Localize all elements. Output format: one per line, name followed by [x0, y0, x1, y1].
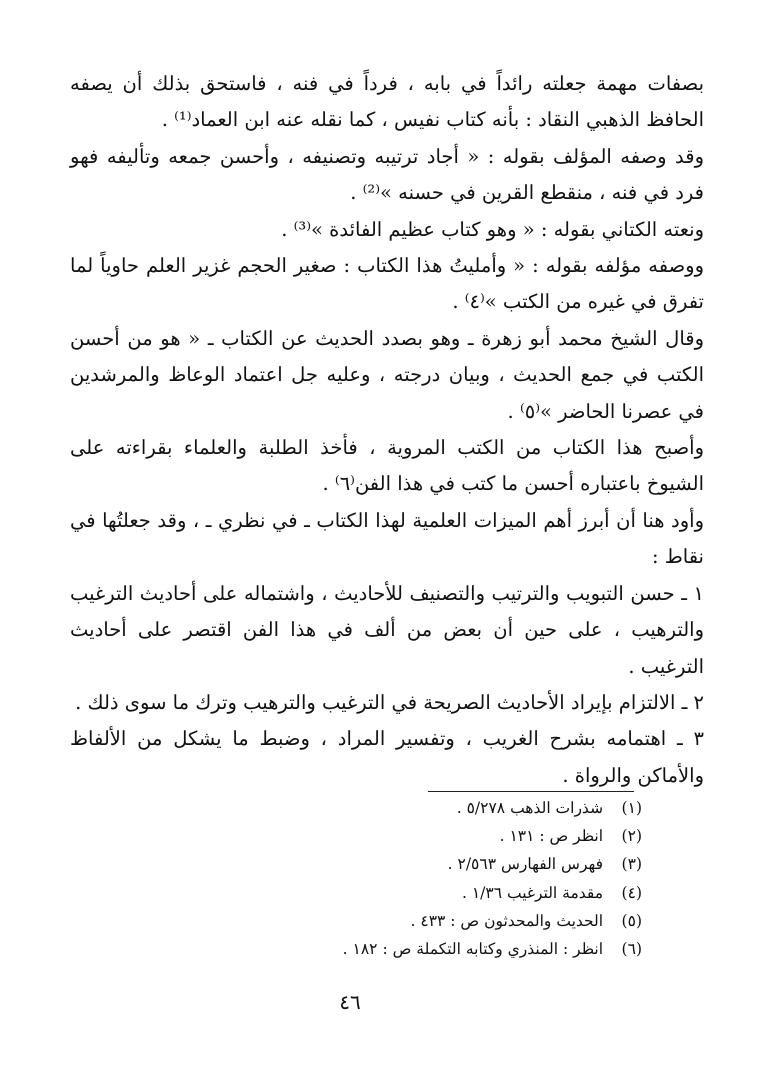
- footnote-text: فهرس الفهارس ٢/٥٦٣ .: [447, 855, 604, 874]
- footnote-number: (٣): [621, 855, 642, 874]
- footnote-text: شذرات الذهب ٥/٢٧٨ .: [456, 799, 604, 817]
- footnote: [120, 822, 642, 850]
- footnote-number: (٢): [621, 827, 642, 846]
- footnote-text: مقدمة الترغيب ١/٣٦ .: [461, 883, 604, 902]
- list-item: ١ ـ حسن التبويب والترتيب والتصنيف للأحاديث ، واشتماله على أحاديث الترغيب والترهيب ، على حين أن بعض من ألف في هذا الفن اقتصر على أحاديث الترغيب .: [70, 581, 704, 678]
- paragraph: وقد وصفه المؤلف بقوله : « أجاد ترتيبه وتصنيفه ، وأحسن جمعه وتأليفه فهو فرد في فنه ، منقطع القرين في حسنه »⁽²⁾ .: [70, 144, 704, 205]
- paragraph: ونعته الكتاني بقوله : « وهو كتاب عظيم الفائدة »⁽³⁾ .: [281, 217, 704, 241]
- main-text: [70, 66, 704, 794]
- paragraph: وأود هنا أن أبرز أهم الميزات العلمية لهذا الكتاب ـ في نظري ـ ، وقد جعلتُها في نقاط :: [70, 508, 704, 569]
- paragraph: ووصفه مؤلفه بقوله : « وأمليتُ هذا الكتاب : صغير الحجم غزير العلم حاوياً لما تفرق في غيره من الكتب »⁽٤⁾ .: [70, 254, 704, 314]
- footnote: [120, 794, 642, 822]
- footnote: [120, 850, 642, 878]
- footnote: [120, 907, 642, 935]
- footnote-number: (٤): [621, 883, 642, 902]
- footnote-number: (٥): [621, 911, 642, 930]
- footnote-text: انظر : المنذري وكتابه التكملة ص : ١٨٢ .: [342, 940, 604, 959]
- footnotes: [120, 794, 642, 963]
- footnote: [120, 935, 642, 963]
- footnote-number: (١): [621, 799, 642, 817]
- paragraph: وأصبح هذا الكتاب من الكتب المروية ، فأخذ الطلبة والعلماء بقراءته على الشيوخ باعتباره أحسن ما كتب في هذا الفن⁽٦⁾ .: [70, 436, 704, 496]
- footnote-number: (٦): [621, 940, 642, 959]
- paragraph: بصفات مهمة جعلته رائداً في بابه ، فرداً في فنه ، فاستحق بذلك أن يصفه الحافظ الذهبي النقاد : بأنه كتاب نفيس ، كما نقله عنه ابن العماد⁽¹⁾ .: [70, 72, 704, 132]
- list-item: ٣ ـ اهتمامه بشرح الغريب ، وتفسير المراد ، وضبط ما يشكل من الألفاظ والأماكن والرواة .: [70, 727, 704, 787]
- list-item: ٢ ـ الالتزام بإيراد الأحاديث الصريحة في الترغيب والترهيب وترك ما سوى ذلك .: [75, 690, 704, 714]
- page-number: ٤٦: [339, 990, 361, 1014]
- paragraph: وقال الشيخ محمد أبو زهرة ـ وهو بصدد الحديث عن الكتاب ـ « هو من أحسن الكتب في جمع الحديث ، وبيان درجته ، وعليه جل اعتماد الوعاظ والمرشدين في عصرنا الحاضر »⁽٥⁾ .: [70, 326, 704, 423]
- footnote-text: الحديث والمحدثون ص : ٤٣٣ .: [410, 911, 604, 930]
- footnote: [120, 879, 642, 907]
- footnote-text: انظر ص : ١٣١ .: [499, 827, 604, 846]
- footnote-divider: [428, 791, 634, 792]
